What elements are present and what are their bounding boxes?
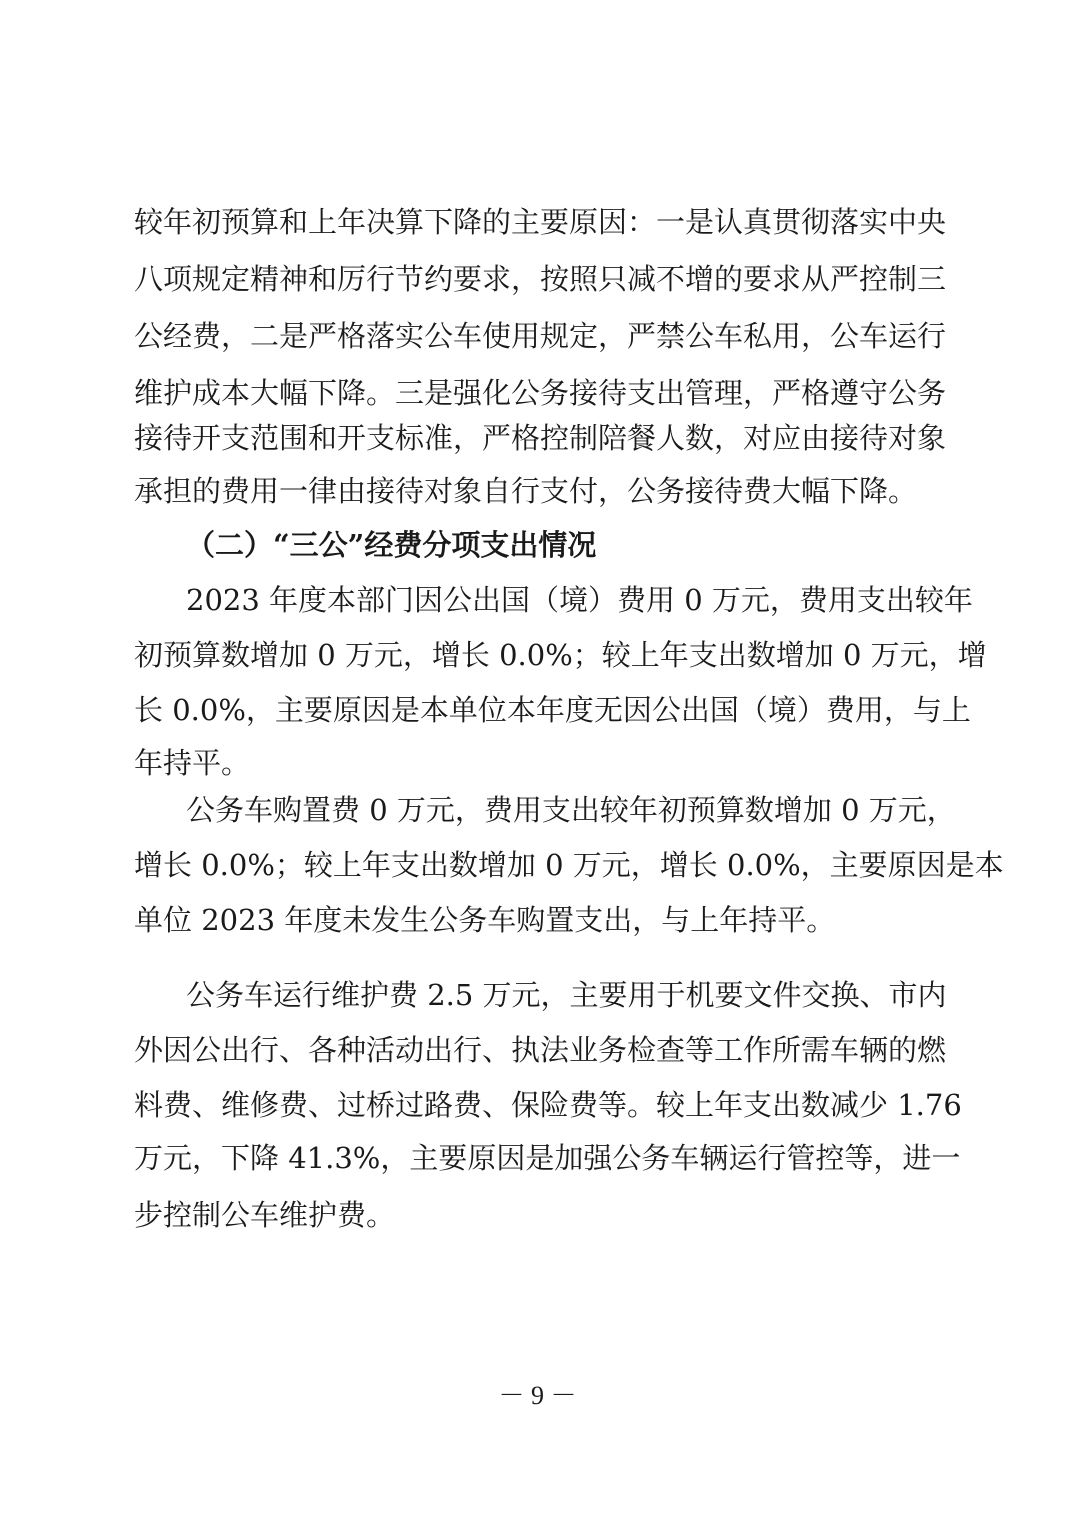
paragraph-line: 单位 2023 年度未发生公务车购置支出，与上年持平。 (134, 903, 836, 937)
paragraph-line: 步控制公车维护费。 (134, 1198, 396, 1232)
paragraph-line: 2023 年度本部门因公出国（境）费用 0 万元，费用支出较年 (186, 583, 973, 617)
paragraph-line: 公务车购置费 0 万元，费用支出较年初预算数增加 0 万元， (186, 793, 956, 827)
paragraph-line: 公经费，二是严格落实公车使用规定，严禁公车私用，公车运行 (134, 319, 947, 353)
paragraph-line: 外因公出行、各种活动出行、执法业务检查等工作所需车辆的燃 (134, 1033, 947, 1067)
paragraph-line: 年持平。 (134, 746, 251, 780)
paragraph-line: 长 0.0%，主要原因是本单位本年度无因公出国（境）费用，与上 (134, 693, 971, 727)
paragraph-line: 接待开支范围和开支标准，严格控制陪餐人数，对应由接待对象 (134, 421, 947, 455)
paragraph-line: 增长 0.0%；较上年支出数增加 0 万元，增长 0.0%，主要原因是本 (134, 848, 1004, 882)
paragraph-line: 料费、维修费、过桥过路费、保险费等。较上年支出数减少 1.76 (134, 1088, 962, 1122)
page-number: － 9 － (498, 1381, 577, 1410)
paragraph-line: 初预算数增加 0 万元，增长 0.0%；较上年支出数增加 0 万元，增 (134, 638, 987, 672)
paragraph-line: 较年初预算和上年决算下降的主要原因：一是认真贯彻落实中央 (134, 205, 947, 239)
paragraph-line: 公务车运行维护费 2.5 万元，主要用于机要文件交换、市内 (186, 978, 947, 1012)
paragraph-line: 万元，下降 41.3%，主要原因是加强公务车辆运行管控等，进一 (134, 1141, 961, 1175)
paragraph-line: 八项规定精神和厉行节约要求，按照只减不增的要求从严控制三 (134, 262, 947, 296)
paragraph-line: 承担的费用一律由接待对象自行支付，公务接待费大幅下降。 (134, 474, 918, 508)
section-heading: （二）“三公”经费分项支出情况 (186, 528, 597, 562)
paragraph-line: 维护成本大幅下降。三是强化公务接待支出管理，严格遵守公务 (134, 376, 947, 410)
